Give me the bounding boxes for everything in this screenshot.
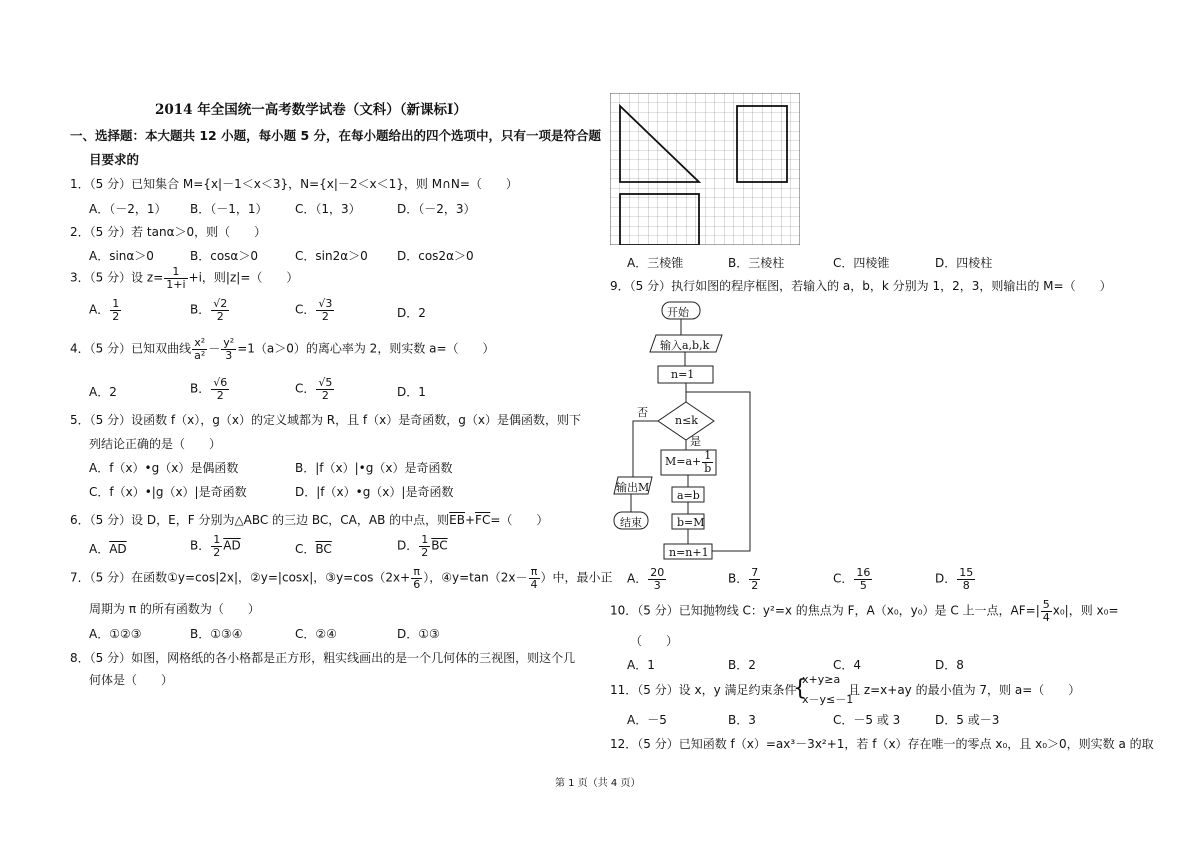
q8-option-d: D．四棱柱	[935, 256, 993, 270]
q12-stem: 12．（5 分）已知函数 f（x）=ax³－3x²+1，若 f（x）存在唯一的零点 x₀，且 x₀＞0，则实数 a 的取	[610, 737, 1154, 751]
q3-frac-den: 1+i	[166, 277, 186, 291]
q10-option-b: B．2	[728, 658, 756, 672]
q6-d-den: 2	[421, 545, 429, 559]
q9-option-b	[728, 567, 761, 591]
q3-fraction	[164, 266, 187, 290]
q4-stem-part2: =1（a＞0）的离心率为 2，则实数 a=（ ）	[237, 341, 495, 356]
q3-option-a	[89, 298, 122, 322]
q10-stem-line2: （ ）	[630, 634, 679, 648]
q7-stem-part2: ），④y=tan（2x－	[423, 570, 528, 585]
q5-option-b: B．|f（x）|•g（x）是奇函数	[295, 461, 453, 475]
q3-option-d: D．2	[397, 306, 426, 320]
grid-background	[610, 93, 800, 245]
q10-option-c: C．4	[833, 658, 862, 672]
q3-stem	[70, 266, 298, 290]
q4-option-a: A．2	[89, 385, 117, 399]
q11-stem-part1: 11．（5 分）设 x，y 满足约束条件	[610, 683, 797, 697]
q11-option-c: C．－5 或 3	[833, 713, 901, 727]
q9-c-num: 16	[856, 566, 871, 579]
q7-stem-line2: 周期为 π 的所有函数为（ ）	[89, 602, 260, 616]
fc-no-label: 否	[637, 406, 648, 419]
q7-f2-num: π	[529, 566, 540, 579]
q9-c-label: C．	[833, 571, 854, 586]
q9-option-a	[627, 567, 667, 591]
q6-stem-part2: =（ ）	[490, 513, 549, 527]
q5-option-d: D．|f（x）•g（x）|是奇函数	[295, 485, 454, 499]
q7-stem-part1: 7．（5 分）在函数①y=cos|2x|，②y=|cosx|，③y=cos（2x+	[70, 570, 411, 585]
q5-stem-line2: 列结论正确的是（ ）	[89, 437, 222, 451]
fc-input-label: 输入a,b,k	[660, 339, 710, 352]
q6-plus: +	[464, 513, 476, 527]
q10-frac-den: 4	[1042, 610, 1050, 624]
q4-stem	[70, 337, 495, 361]
q7-stem-line1	[70, 566, 613, 590]
q2-option-d: D．cos2α＞0	[397, 249, 474, 263]
q2-option-b: B．cosα＞0	[190, 249, 258, 263]
fc-m-den: b	[704, 461, 712, 475]
q6-c-label: C．	[295, 542, 316, 556]
q6-b-den: 2	[213, 545, 221, 559]
q9-stem: 9．（5 分）执行如图的程序框图，若输入的 a，b，k 分别为 1，2，3，则输出的 M=（ ）	[610, 279, 1112, 293]
q8-option-a: A．三棱锥	[627, 256, 684, 270]
q11-constraint2: x－y≤－1	[802, 693, 854, 706]
q4-minus: －	[208, 341, 221, 356]
q6-d-label: D．	[397, 538, 419, 553]
q4-b-label: B．	[190, 381, 211, 396]
q4-c-num: √5	[318, 376, 333, 389]
q9-d-label: D．	[935, 571, 957, 586]
q3-option-b	[190, 298, 230, 322]
q4-f2-den: 3	[225, 348, 233, 362]
fc-no-arrow	[633, 421, 658, 477]
q6-d-vector: $\overline{BC}$	[431, 538, 448, 553]
q11-brace: {	[793, 676, 807, 701]
q9-b-den: 2	[751, 578, 759, 592]
fc-end-label: 结束	[620, 516, 642, 529]
q4-b-den: 2	[216, 388, 224, 402]
q8-option-c: C．四棱锥	[833, 256, 890, 270]
q6-stem	[70, 511, 548, 528]
q9-a-label: A．	[627, 571, 648, 586]
q9-a-den: 3	[653, 578, 661, 592]
q6-a-vector: $\overline{AD}$	[109, 542, 127, 556]
q6-option-d	[397, 534, 448, 558]
page-footer: 第 1 页（共 4 页）	[555, 778, 641, 789]
fc-cond-label: n≤k	[675, 414, 698, 427]
q11-option-d: D．5 或－3	[935, 713, 1000, 727]
q3-frac-num: 1	[164, 266, 187, 279]
q10-frac-num: 5	[1042, 598, 1050, 611]
q6-b-vector: $\overline{AD}$	[223, 538, 241, 553]
q11-stem-part2: 且 z=x+ay 的最小值为 7，则 a=（ ）	[848, 683, 1081, 697]
fc-yes-label: 是	[690, 435, 701, 448]
q3-stem-part1: 3．（5 分）设 z=	[70, 270, 164, 285]
q1-stem: 1．（5 分）已知集合 M={x|－1＜x＜3}，N={x|－2＜x＜1}，则 M∩N=（ ）	[70, 177, 518, 191]
q1-option-d: D．（－2，3）	[397, 202, 476, 216]
q5-option-c: C．f（x）•|g（x）|是奇函数	[89, 485, 247, 499]
q9-option-c	[833, 567, 873, 591]
q3-stem-part2: +i，则|z|=（ ）	[188, 270, 299, 285]
q9-b-num: 7	[751, 566, 759, 579]
q8-option-b: B．三棱柱	[728, 256, 785, 270]
q9-d-num: 15	[959, 566, 974, 579]
q4-f1-num: x²	[192, 337, 207, 350]
q3-b-num: √2	[213, 297, 228, 310]
q4-option-b	[190, 377, 230, 401]
q6-option-b	[190, 534, 241, 558]
q1-option-b: B．（－1，1）	[190, 202, 268, 216]
q7-f2-den: 4	[530, 577, 538, 591]
q4-f2-num: y²	[223, 336, 235, 349]
section-heading-line2: 目要求的	[89, 152, 140, 167]
q3-a-label: A．	[89, 302, 110, 317]
q11-option-a: A．－5	[627, 713, 667, 727]
q3-a-den: 2	[112, 309, 120, 323]
q3-a-num: 1	[112, 297, 120, 310]
fc-m-eq: M=a+	[665, 455, 702, 469]
fc-output-label: 输出M	[616, 481, 650, 494]
q9-option-d	[935, 567, 976, 591]
q2-stem: 2．（5 分）若 tanα＞0，则（ ）	[70, 225, 267, 239]
q11-option-b: B．3	[728, 713, 756, 727]
page-title: 2014 年全国统一高考数学试卷（文科）（新课标Ⅰ）	[155, 102, 467, 118]
q3-b-label: B．	[190, 302, 211, 317]
q7-option-d: D．①③	[397, 627, 440, 641]
section-heading-line1: 一、选择题：本大题共 12 小题，每小题 5 分，在每小题给出的四个选项中，只有一项是符合题	[70, 128, 602, 143]
q4-c-label: C．	[295, 381, 316, 396]
q5-option-a: A．f（x）•g（x）是偶函数	[89, 461, 239, 475]
q6-option-a	[89, 540, 127, 557]
q8-stem-line1: 8．（5 分）如图，网格纸的各小格都是正方形，粗实线画出的是一个几何体的三视图，则这个几	[70, 651, 576, 665]
q6-option-c	[295, 540, 332, 557]
q7-f1-num: π	[411, 566, 422, 579]
fc-m-num: 1	[702, 450, 713, 463]
q10-stem	[610, 599, 1119, 623]
q7-option-c: C．②④	[295, 627, 337, 641]
q9-c-den: 5	[859, 578, 867, 592]
q4-b-num: √6	[213, 376, 228, 389]
q10-stem-part2: x₀|，则 x₀=	[1052, 603, 1119, 618]
q7-option-a: A．①②③	[89, 627, 142, 641]
q1-option-a: A．（－2，1）	[89, 202, 167, 216]
q3-option-c	[295, 298, 335, 322]
q4-option-d: D．1	[397, 385, 426, 399]
q4-option-c	[295, 377, 335, 401]
three-view-figure	[610, 93, 800, 248]
q7-option-b: B．①③④	[190, 627, 243, 641]
q7-stem-part3: ）中，最小正	[540, 570, 613, 585]
q6-vector-fc: $\overline{FC}$	[475, 513, 491, 527]
q3-c-den: 2	[321, 309, 329, 323]
q9-d-den: 8	[962, 578, 970, 592]
fc-start-label: 开始	[667, 306, 689, 319]
q6-a-label: A．	[89, 542, 110, 556]
q6-b-num: 1	[213, 533, 221, 546]
q1-option-c: C．（1，3）	[295, 202, 361, 216]
q3-c-label: C．	[295, 302, 316, 317]
fc-a-label: a=b	[677, 489, 700, 502]
fc-m-label	[665, 450, 714, 474]
q9-a-num: 20	[650, 566, 665, 579]
q3-c-num: √3	[318, 297, 333, 310]
q10-stem-part1: 10．（5 分）已知抛物线 C：y²=x 的焦点为 F，A（x₀，y₀）是 C 上一点，AF=|	[610, 603, 1040, 618]
q8-stem-line2: 何体是（ ）	[89, 673, 174, 687]
fc-b-label: b=M	[677, 516, 705, 529]
q6-c-vector: $\overline{BC}$	[315, 542, 332, 556]
q6-b-label: B．	[190, 538, 211, 553]
q6-vector-eb: $\overline{EB}$	[449, 513, 465, 527]
q3-b-den: 2	[216, 309, 224, 323]
q4-c-den: 2	[321, 388, 329, 402]
q6-stem-part1: 6．（5 分）设 D，E，F 分别为△ABC 的三边 BC，CA，AB 的中点，则	[70, 513, 450, 527]
q7-f1-den: 6	[413, 577, 421, 591]
q2-option-a: A．sinα＞0	[89, 249, 154, 263]
q4-f1-den: a²	[194, 348, 206, 362]
q10-option-d: D．8	[935, 658, 964, 672]
fc-inc-label: n=n+1	[669, 546, 709, 559]
fc-init-label: n=1	[671, 368, 695, 381]
q11-constraint1: x+y≥a	[802, 673, 841, 686]
q10-option-a: A．1	[627, 658, 655, 672]
q4-stem-part1: 4．（5 分）已知双曲线	[70, 341, 192, 356]
three-view-grid-svg	[610, 93, 800, 245]
q5-stem-line1: 5．（5 分）设函数 f（x），g（x）的定义域都为 R，且 f（x）是奇函数，g（x）是偶函数，则下	[70, 413, 581, 427]
q9-b-label: B．	[728, 571, 749, 586]
q2-option-c: C．sin2α＞0	[295, 249, 368, 263]
q6-d-num: 1	[421, 533, 429, 546]
